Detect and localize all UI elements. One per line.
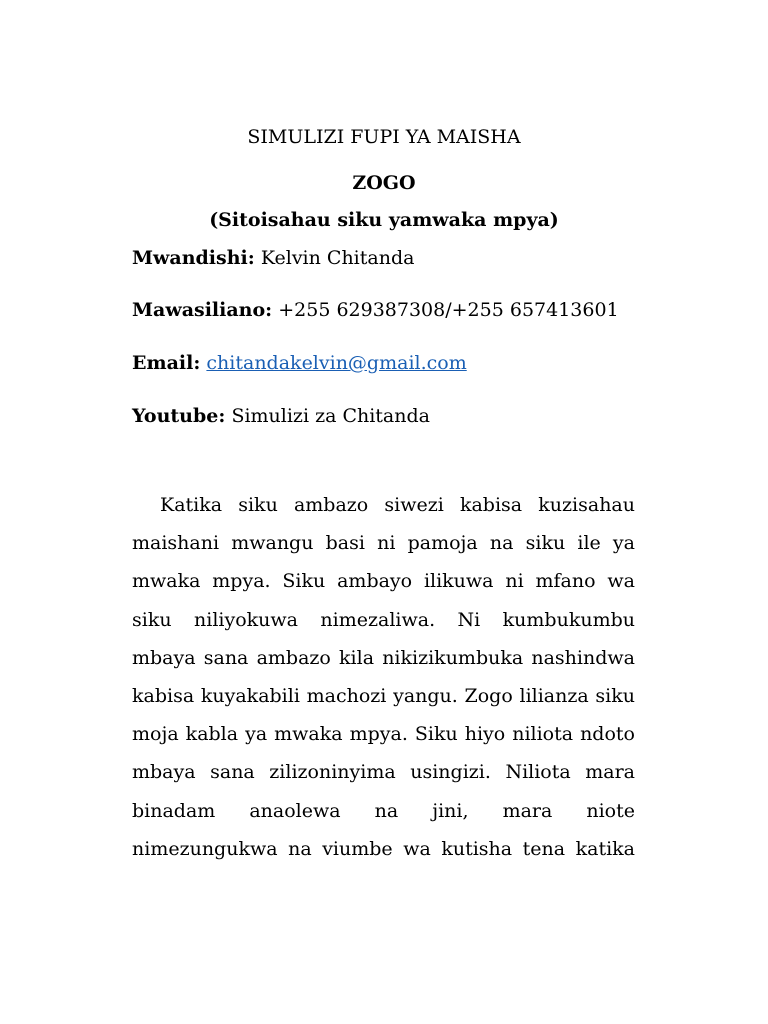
youtube-line bbox=[132, 404, 430, 428]
story-body bbox=[132, 486, 635, 868]
contact-label: Mawasiliano: bbox=[132, 299, 273, 321]
story-name: ZOGO bbox=[352, 172, 416, 194]
email-line bbox=[132, 351, 467, 375]
body-line: siku niliyokuwa nimezaliwa. Ni kumbukumbu bbox=[132, 608, 635, 631]
contact-line bbox=[132, 298, 619, 322]
body-line: mbaya sana zilizoninyima usingizi. Niliota mara bbox=[132, 761, 635, 784]
author-line bbox=[132, 246, 414, 270]
email-label: Email: bbox=[132, 352, 201, 374]
youtube-value: Simulizi za Chitanda bbox=[231, 405, 430, 427]
body-line: nimezungukwa na viumbe wa kutisha tena katika bbox=[132, 837, 635, 860]
author-value: Kelvin Chitanda bbox=[260, 247, 415, 269]
story-subtitle: (Sitoisahau siku yamwaka mpya) bbox=[209, 209, 559, 231]
document-title: SIMULIZI FUPI YA MAISHA bbox=[247, 126, 521, 148]
body-line: maishani mwangu basi ni pamoja na siku ile ya bbox=[132, 532, 635, 555]
contact-value: +255 629387308/+255 657413601 bbox=[278, 299, 619, 321]
email-link[interactable]: chitandakelvin@gmail.com bbox=[206, 352, 467, 374]
body-line: binadam anaolewa na jini, mara niote bbox=[132, 799, 635, 822]
author-label: Mwandishi: bbox=[132, 247, 255, 269]
youtube-label: Youtube: bbox=[132, 405, 226, 427]
body-line: moja kabla ya mwaka mpya. Siku hiyo niliota ndoto bbox=[132, 723, 635, 746]
body-line: kabisa kuyakabili machozi yangu. Zogo lilianza siku bbox=[132, 684, 635, 707]
body-line: Katika siku ambazo siwezi kabisa kuzisahau bbox=[160, 494, 635, 516]
body-line: mwaka mpya. Siku ambayo ilikuwa ni mfano wa bbox=[132, 570, 635, 593]
body-line: mbaya sana ambazo kila nikizikumbuka nashindwa bbox=[132, 646, 635, 669]
